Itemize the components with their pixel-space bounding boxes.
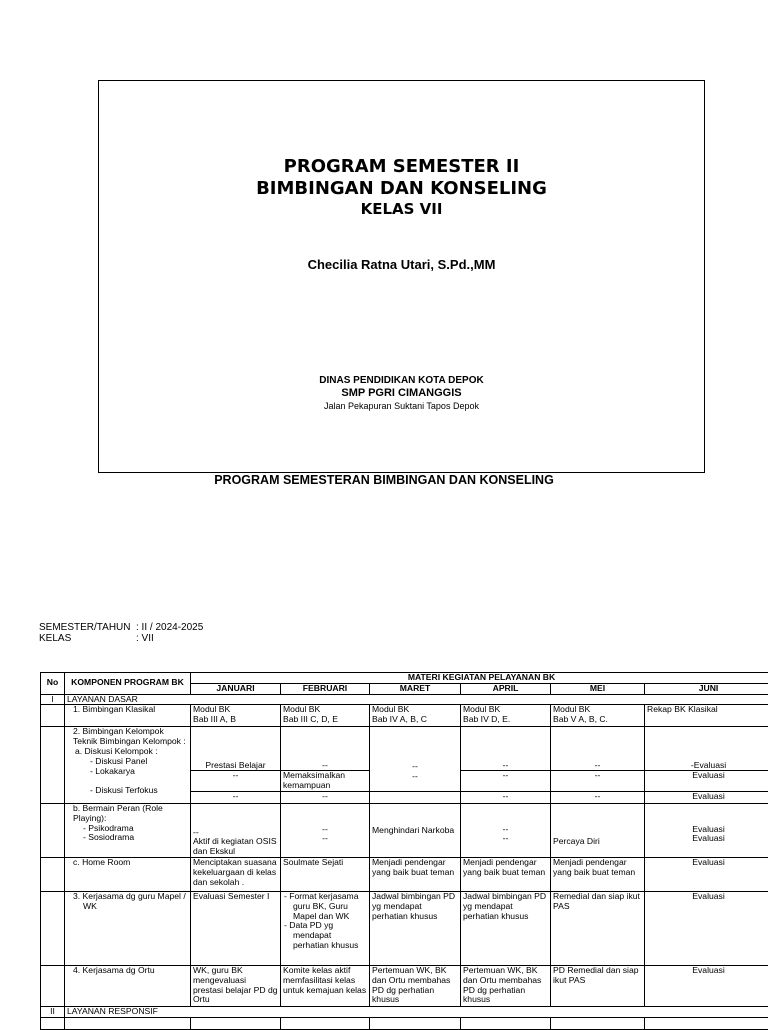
cell: Evaluasi (645, 771, 768, 792)
col-materi: MATERI KEGIATAN PELAYANAN BK (191, 673, 768, 684)
table-row (41, 705, 768, 727)
cell: Menjadi pendengar yang baik buat teman (370, 857, 461, 891)
cell: -- (281, 791, 370, 803)
meta-semester (39, 622, 203, 633)
cell: Komite kelas aktif memfasilitasi kelas untuk kemajuan kelas (281, 965, 370, 1006)
cover-org-line1: DINAS PENDIDIKAN KOTA DEPOK (99, 375, 704, 386)
row-label: c. Home Room (65, 857, 191, 891)
cell: WK, guru BK mengevaluasi prestasi belajar PD dg Ortu (191, 965, 281, 1006)
cell: Evaluasi Semester I (191, 891, 281, 965)
meta-semester-label: SEMESTER/TAHUN (39, 622, 136, 633)
row-label-line: Teknik Bimbingan Kelompok : (73, 737, 188, 747)
cell-line: -- (372, 772, 458, 782)
meta-kelas-value: : VII (136, 633, 154, 644)
meta-semester-value: : II / 2024-2025 (136, 622, 203, 633)
cover-title-line2: BIMBINGAN DAN KONSELING (99, 178, 704, 199)
cell: Modul BK Bab IV D, E. (461, 705, 551, 727)
cell: Memaksimalkan kemampuan (281, 771, 370, 792)
section-row (41, 1006, 768, 1017)
cell (370, 791, 461, 803)
row-label-line: b. Bermain Peran (Role Playing): (73, 804, 188, 824)
col-month: FEBRUARI (281, 683, 370, 694)
row-label-line: - Psikodrama (73, 824, 188, 834)
table-row (41, 857, 768, 891)
cell: Soulmate Sejati (281, 857, 370, 891)
cell: -- (191, 791, 281, 803)
program-title: PROGRAM SEMESTERAN BIMBINGAN DAN KONSELING (0, 473, 768, 487)
col-month: MEI (551, 683, 645, 694)
program-table (40, 672, 768, 1030)
col-komponen: KOMPONEN PROGRAM BK (65, 673, 191, 695)
cell: -Evaluasi (645, 727, 768, 771)
row-label (65, 803, 191, 857)
cell: -- (551, 771, 645, 792)
cover-org-line2: SMP PGRI CIMANGGIS (99, 387, 704, 399)
row-label: 4. Kerjasama dg Ortu (65, 965, 191, 1006)
table-row (41, 727, 768, 771)
cell: -- (551, 791, 645, 803)
cell: -- (461, 791, 551, 803)
cell: Jadwal bimbingan PD yg mendapat perhatian khusus (370, 891, 461, 965)
cell: Evaluasi (645, 891, 768, 965)
cover-title-line1: PROGRAM SEMESTER II (99, 156, 704, 177)
row-label: 1. Bimbingan Klasikal (65, 705, 191, 727)
cell: -- (461, 771, 551, 792)
cover-org-line3: Jalan Pekapuran Suktani Tapos Depok (99, 401, 704, 411)
meta-kelas-label: KELAS (39, 633, 136, 644)
cell: Pertemuan WK, BK dan Ortu membahas PD dg perhatian khusus (461, 965, 551, 1006)
cover-box (98, 80, 705, 473)
cell (281, 891, 370, 965)
row-label (65, 727, 191, 804)
cell: -- (281, 727, 370, 771)
cell: Evaluasi (645, 791, 768, 803)
cell: -- (461, 727, 551, 771)
table-row (41, 891, 768, 965)
list-item: - Format kerjasama guru BK, Guru Mapel dan WK (293, 892, 367, 921)
cover-title-line3: KELAS VII (99, 200, 704, 218)
section-label: LAYANAN DASAR (65, 694, 768, 705)
section-row (41, 694, 768, 705)
row-label (65, 891, 191, 965)
cell: -- -- (281, 803, 370, 857)
table-row (41, 965, 768, 1006)
cell-line: -- (372, 762, 458, 772)
row-label-line: 2. Bimbingan Kelompok (73, 727, 188, 737)
cover-author: Checilia Ratna Utari, S.Pd.,MM (99, 257, 704, 272)
cell: Modul BK Bab III C, D, E (281, 705, 370, 727)
cell: Evaluasi Evaluasi (645, 803, 768, 857)
cell: PD Remedial dan siap ikut PAS (551, 965, 645, 1006)
row-label-line: a. Diskusi Kelompok : (73, 747, 188, 757)
cell: Prestasi Belajar (191, 727, 281, 771)
cell: Evaluasi (645, 857, 768, 891)
section-label: LAYANAN RESPONSIF (65, 1006, 768, 1017)
cell: Pertemuan WK, BK dan Ortu membahas PD dg perhatian khusus (370, 965, 461, 1006)
section-no: II (41, 1006, 65, 1017)
cell: -- (551, 727, 645, 771)
cell: -- (191, 771, 281, 792)
col-month: APRIL (461, 683, 551, 694)
cell: Percaya Diri (551, 803, 645, 857)
cell: Modul BK Bab V A, B, C. (551, 705, 645, 727)
row-label-line: - Diskusi Panel (73, 757, 188, 767)
list-item: - Data PD yg mendapat perhatian khusus (293, 921, 367, 950)
cell: Modul BK Bab IV A, B, C (370, 705, 461, 727)
row-label-text: 3. Kerjasama dg guru Mapel / WK (73, 892, 188, 912)
cell: -- Aktif di kegiatan OSIS dan Ekskul (191, 803, 281, 857)
col-month: JUNI (645, 683, 768, 694)
cell (370, 727, 461, 792)
row-label-line: - Sosiodrama (73, 833, 188, 843)
cell: Rekap BK Klasikal (645, 705, 768, 727)
meta-kelas (39, 633, 154, 644)
table-header-row (41, 673, 768, 684)
section-no: I (41, 694, 65, 705)
table-row (41, 1017, 768, 1029)
cell: Jadwal bimbingan PD yg mendapat perhatian khusus (461, 891, 551, 965)
cell: Evaluasi (645, 965, 768, 1006)
cell: Modul BK Bab III A, B (191, 705, 281, 727)
cell: -- -- (461, 803, 551, 857)
col-no: No (41, 673, 65, 695)
cell: Menghindari Narkoba (370, 803, 461, 857)
row-label-line: - Lokakarya (73, 767, 188, 777)
col-month: MARET (370, 683, 461, 694)
row-label-line: - Diskusi Terfokus (73, 786, 188, 796)
cell: Menciptakan suasana kekeluargaan di kelas dan sekolah . (191, 857, 281, 891)
cell: Menjadi pendengar yang baik buat teman (551, 857, 645, 891)
cell: Remedial dan siap ikut PAS (551, 891, 645, 965)
table-row (41, 803, 768, 857)
col-month: JANUARI (191, 683, 281, 694)
cell: Menjadi pendengar yang baik buat teman (461, 857, 551, 891)
